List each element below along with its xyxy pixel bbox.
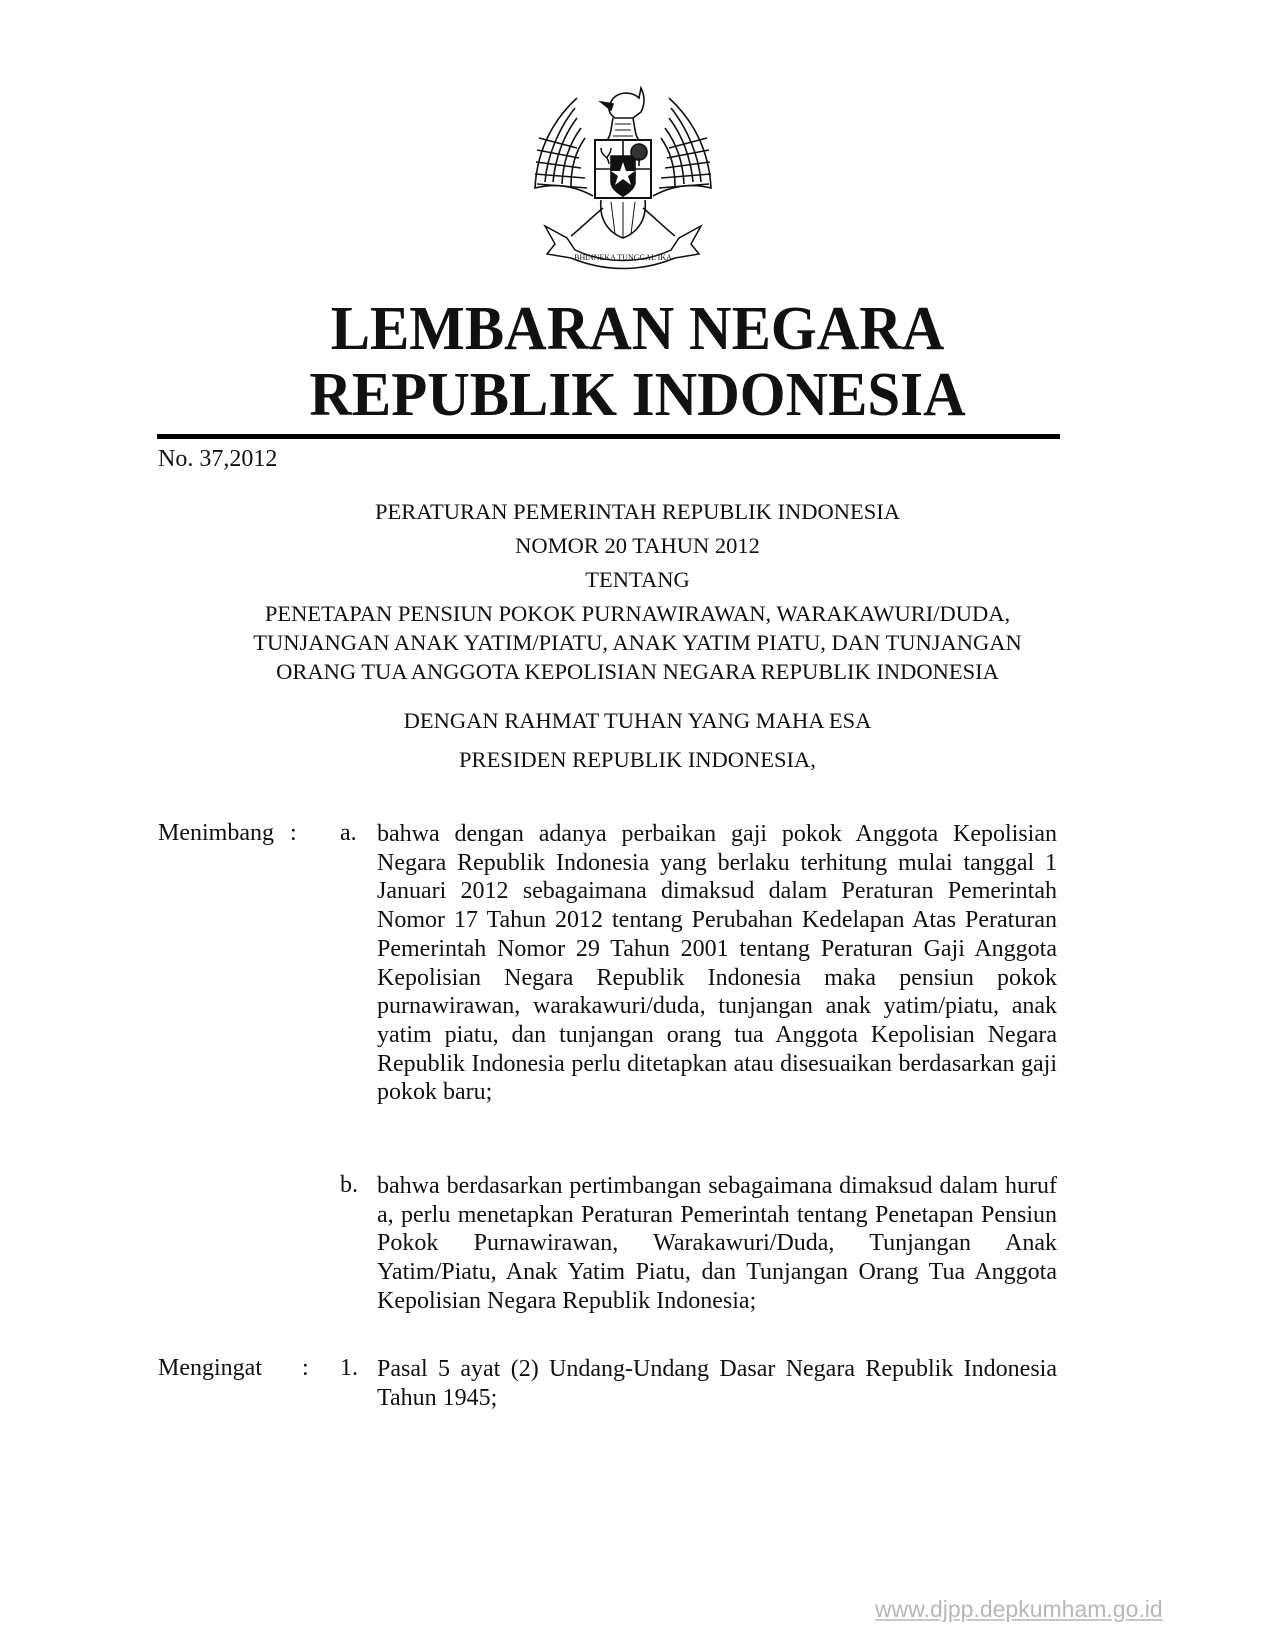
mengingat-colon: : [302, 1355, 309, 1381]
masthead-title-line2: REPUBLIK INDONESIA [309, 361, 966, 429]
menimbang-item-b: bahwa berdasarkan pertimbangan sebagaimana dimaksud dalam huruf a, perlu menetapkan Peraturan Pemerintah tentang Penetapan Pensiun Pokok Purnawirawan, Warakawuri/Duda, Tunjangan Anak Yatim/Piatu, Anak Yatim Piatu, dan Tunjangan Orang Tua Anggota Kepolisian Negara Republik Indonesia; [377, 1173, 1057, 1314]
menimbang-colon: : [290, 820, 297, 846]
garuda-pancasila-emblem-icon [515, 78, 731, 272]
mengingat-label: Mengingat [158, 1355, 262, 1381]
menimbang-item-a: bahwa dengan adanya perbaikan gaji pokok Anggota Kepolisian Negara Republik Indonesia yang berlaku terhitung mulai tanggal 1 Januari 2012 sebagaimana dimaksud dalam Peraturan Pemerintah Nomor 17 Tahun 2012 tentang Perubahan Kedelapan Atas Peraturan Pemerintah Nomor 29 Tahun 2001 tentang Peraturan Gaji Anggota Kepolisian Negara Republik Indonesia maka pensiun pokok purnawirawan, warakawuri/duda, tunjangan anak yatim/piatu, anak yatim piatu, dan tunjangan orang tua Anggota Kepolisian Negara Republik Indonesia perlu ditetapkan atau disesuaikan berdasarkan gaji pokok baru; [377, 821, 1057, 1106]
svg-text:BHINNEKA TUNGGAL IKA: BHINNEKA TUNGGAL IKA [574, 253, 672, 262]
item-marker: 1. [340, 1355, 358, 1381]
left-wing [535, 98, 593, 196]
issue-number: No. 37,2012 [158, 446, 278, 472]
regulation-subject-line: TUNJANGAN ANAK YATIM/PIATU, ANAK YATIM PIATU, DAN TUNJANGAN [253, 630, 1022, 655]
regulation-subject-line: PENETAPAN PENSIUN POKOK PURNAWIRAWAN, WARAKAWURI/DUDA, [264, 601, 1011, 626]
regulation-about: TENTANG [585, 567, 690, 592]
masthead-title-line1: LEMBARAN NEGARA [330, 295, 945, 363]
masthead-divider [157, 434, 1060, 439]
menimbang-label: Menimbang [158, 820, 274, 846]
invocation: DENGAN RAHMAT TUHAN YANG MAHA ESA [403, 708, 872, 733]
item-marker: a. [340, 820, 357, 846]
regulation-subject-line: ORANG TUA ANGGOTA KEPOLISIAN NEGARA REPUBLIK INDONESIA [276, 659, 999, 684]
regulation-type: PERATURAN PEMERINTAH REPUBLIK INDONESIA [374, 499, 901, 524]
item-marker: b. [340, 1172, 358, 1198]
source-watermark-link[interactable]: www.djpp.depkumham.go.id [875, 1596, 1163, 1622]
right-wing [653, 98, 711, 196]
mengingat-item-1: Pasal 5 ayat (2) Undang-Undang Dasar Negara Republik Indonesia Tahun 1945; [377, 1356, 1057, 1411]
issuer: PRESIDEN REPUBLIK INDONESIA, [459, 747, 816, 772]
regulation-number: NOMOR 20 TAHUN 2012 [515, 533, 760, 558]
